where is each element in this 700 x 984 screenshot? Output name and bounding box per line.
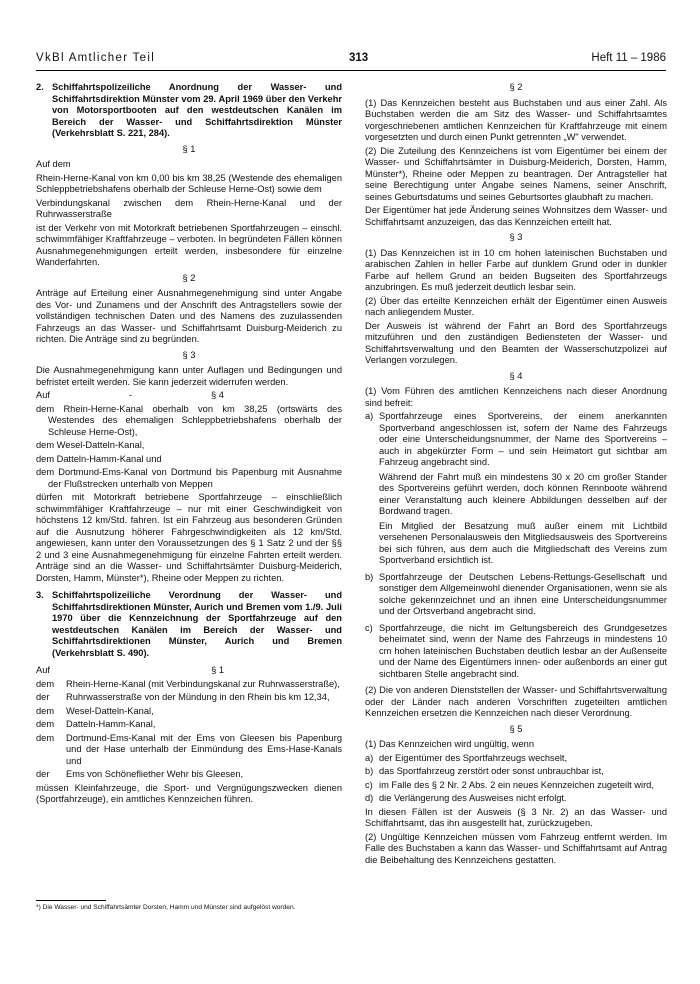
list-text: die Verlängerung des Ausweises nicht erfolgt.: [379, 793, 567, 803]
paragraph-heading: § 3: [509, 232, 523, 242]
list-text: im Falle des § 2 Nr. 2 Abs. 2 ein neues Kennzeichen zugeteilt wird,: [379, 779, 654, 790]
body-text: (2) Die Zuteilung des Kennzeichens ist vom Eigentümer bei einem der Wasser- und Schiffahrtsämter in Duisburg-Meiderich, Dorsten, Hamm, Münster*), Rheine oder Meppen zu beantragen. Der Antragsteller hat seine Berechtigung unter Angabe seines Namens, seiner Anschrift, seines Geburtsdatums und seines Geburtsortes glaubhaft zu machen.: [365, 145, 667, 202]
left-column: [36, 82, 342, 808]
body-text: (2) Über das erteilte Kennzeichen erhält der Eigentümer einen Ausweis nach anliegendem Muster.: [365, 295, 667, 317]
waterway: Ruhrwasserstraße von der Mündung in den Rhein bis km 12,34,: [66, 692, 330, 702]
body-text: Rhein-Herne-Kanal von km 0,00 bis km 38,25 (Westende des ehemaligen Schleppbetriebshafens oberhalb der Schleuse Herne-Ost) sowie dem: [36, 172, 342, 194]
paragraph-heading: § 3: [182, 349, 196, 360]
list-item: dem Rhein-Herne-Kanal oberhalb von km 38,25 (ortswärts des Westendes des ehemaligen Schleppbetriebshafens oberhalb der Schleuse Herne-Ost),: [36, 403, 342, 437]
body-text: Anträge auf Erteilung einer Ausnahmegenehmigung sind unter Angabe des Vor- und Zunamens und der Anschrift des Antragstellers sowie der vollständigen technischen Daten und des Namens des zuzulassenden Fahrzeugs an das Wasser- und Schiffahrtsamt Duisburg-Meiderich zu richten. Die Anträge sind zu begründen.: [36, 288, 342, 344]
auf-word: Auf: [36, 665, 50, 675]
list-key: a): [365, 411, 374, 421]
paragraph-heading: § 4: [509, 370, 523, 381]
body-text: Der Ausweis ist während der Fahrt an Bord des Sportfahrzeugs mitzuführen und den zuständigen Bediensteten der Wasser- und Schiffahrtsverwaltung und den Beamten der Wasserschutzpolizei auf Verlangen vorzulegen.: [365, 320, 667, 365]
list-key: a): [365, 752, 374, 763]
page-number: 313: [349, 52, 369, 64]
auf-word: Auf: [36, 390, 50, 400]
list-text: Sportfahrzeuge der Deutschen Lebens-Rettungs-Gesellschaft und sonstiger dem Allgemeinwohl dienender Organisationen, wenn sie als solche gekennzeichnet und an ihnen eine Unterscheidungsnummer und der Ortsverband angebracht sind.: [379, 571, 667, 616]
list-key: b): [365, 766, 374, 776]
running-header: [36, 52, 666, 68]
body-text: Der Eigentümer hat jede Änderung seines Wohnsitzes dem Wasser- und Schiffahrtsamt anzuzeigen, das das Kennzeichen erteilt hat.: [365, 205, 667, 227]
body-text: (1) Das Kennzeichen wird ungültig, wenn: [365, 739, 534, 749]
list-text: Sportfahrzeuge eines Sportvereins, der einem anerkannten Sportverband angeschlossen ist, sofern der Name des Fahrzeugs oder eine Unterscheidungsnummer, der Name des Sportvereins – auch in abgekürzter Form – und sein Heimatort gut sichtbar am Fahrzeug angebracht sind.: [379, 411, 667, 467]
section-heading: Schiffahrtspolizeiliche Verordnung der Wasser- und Schiffahrtsdirektionen Münster, Aurich und Bremen vom 1./9. Juli 1970 über die Kennzeichnung der Sportfahrzeuge auf den westdeutschen Kanälen im Bereich der Wasser- und Schiffahrtsdirektionen Münster, Aurich und Bremen (Verkehrsblatt S. 490).: [52, 590, 342, 658]
section-2-title: [36, 82, 342, 140]
list-item: [365, 411, 667, 570]
stray-dash: -: [128, 390, 133, 400]
body-text: In diesen Fällen ist der Ausweis (§ 3 Nr. 2) an das Wasser- und Schiffahrtsamt, das ihn ausgestellt hat, zurückzugeben.: [365, 806, 667, 828]
auf-line: [36, 665, 342, 677]
list-item: [365, 572, 667, 621]
body-text: ist der Verkehr von mit Motorkraft betriebenen Sportfahrzeugen – einschl. schwimmfähiger Kraftfahrzeuge – verboten. In begründeten Fällen können Ausnahmegenehmigungen erteilt werden, insbesondere für einzelne Wanderfahrten.: [36, 222, 342, 267]
waterway: Ems von Schönefliether Wehr bis Gleesen,: [66, 769, 244, 779]
waterway: Datteln-Hamm-Kanal,: [66, 719, 156, 729]
section-3-title: [36, 590, 342, 659]
article: der: [36, 769, 50, 779]
list-item: [36, 733, 342, 768]
auf-line: [36, 390, 342, 402]
paragraph-heading: § 1: [211, 665, 224, 675]
list-item: dem Datteln-Hamm-Kanal und: [36, 453, 162, 464]
list-key: c): [365, 622, 373, 633]
issue-label: Heft 11 – 1986: [591, 52, 666, 64]
list-key: d): [365, 793, 374, 803]
waterway: Rhein-Herne-Kanal (mit Verbindungskanal zur Ruhrwasserstraße),: [66, 678, 340, 689]
section-number: 2.: [36, 82, 44, 92]
right-column: [365, 82, 667, 868]
list-item: [365, 766, 667, 778]
list-item: [36, 679, 342, 691]
paragraph-heading: § 2: [182, 272, 196, 283]
paragraph-heading: § 5: [509, 723, 523, 734]
section-number: 3.: [36, 590, 44, 600]
list-item: [36, 692, 342, 704]
body-text: (2) Ungültige Kennzeichen müssen vom Fahrzeug entfernt werden. Im Falle des Buchstaben a kann das Wasser- und Schiffahrtsamt auf Antrag die Beibehaltung des Kennzeichens gestatten.: [365, 831, 667, 865]
list-item: [36, 769, 342, 781]
section-heading: Schiffahrtspolizeiliche Anordnung der Wasser- und Schiffahrtsdirektion Münster vom 29. April 1969 über den Verkehr von Motorsportbooten auf den westdeutschen Kanälen im Bereich der Wasser- und Schiffahrtsdirektion Münster (Verkehrsblatt S. 221, 284).: [52, 82, 342, 138]
list-item: [365, 623, 667, 684]
list-text: Sportfahrzeuge, die nicht im Geltungsbereich des Grundgesetzes beheimatet sind, wenn der Name des Fahrzeugs in mindestens 10 cm hohen lateinischen Buchstaben deutlich lesbar an der Außenseite und der Name des Eigentümers innen- oder außenbords an einer gut sichtbaren Stelle angebracht sind.: [379, 622, 667, 679]
paragraph-heading: § 2: [509, 82, 523, 92]
list-item: dem Dortmund-Ems-Kanal von Dortmund bis Papenburg mit Ausnahme der Flußstrecken unterhalb von Meppen: [36, 467, 342, 489]
list-text: Während der Fahrt muß ein mindestens 30 x 20 cm großer Stander des Sportvereins geführt werden, doch können Rennboote während einer Veranstaltung auch kleinere Abbildungen desselben auf der Bordwand tragen.: [379, 471, 667, 516]
paragraph-heading: § 1: [182, 143, 196, 154]
waterway: Dortmund-Ems-Kanal mit der Ems von Gleesen bis Papenburg und der Hase unterhalb der Einmündung des Ems-Hase-Kanals und: [66, 732, 342, 766]
body-text: dürfen mit Motorkraft betriebene Sportfahrzeuge – einschließlich schwimmfähiger Kraftfahrzeuge – nur mit einer Geschwindigkeit von höchstens 12 km/Std. fahren. Ist ein Fahrzeug aus besonderen Gründen auf die Ausnutzung höherer Fahrgeschwindigkeiten als 12 km/Std. angewiesen, kann unter den Voraussetzungen des § 1 Satz 2 und der §§ 2 und 3 eine Ausnahmegenehmigung für einzelne Fahrten erteilt werden. Anträge sind an die Wasser- und Schiffahrtsämter Duisburg-Meiderich, Dorsten, Hamm, Münster*), Rheine oder Meppen zu richten.: [36, 492, 342, 583]
body-text: Die Ausnahmegenehmigung kann unter Auflagen und Bedingungen und befristet erteilt werden. Sie kann jederzeit widerrufen werden.: [36, 365, 342, 387]
body-text: müssen Kleinfahrzeuge, die Sport- und Vergnügungszwecken dienen (Sportfahrzeuge), ein amtliches Kennzeichen führen.: [36, 782, 342, 804]
header-rule: [36, 70, 666, 71]
list-item: [36, 719, 342, 731]
article: dem: [36, 732, 55, 743]
body-text: (1) Vom Führen des amtlichen Kennzeichens nach dieser Anordnung sind befreit:: [365, 386, 667, 408]
article: dem: [36, 678, 55, 689]
paragraph-heading: § 4: [211, 390, 224, 400]
journal-title: VkBl Amtlicher Teil: [36, 52, 156, 64]
list-key: c): [365, 779, 373, 790]
footnote-rule: [36, 900, 106, 901]
list-item: [365, 780, 667, 792]
list-text: der Eigentümer des Sportfahrzeugs wechselt,: [379, 752, 568, 763]
list-text: das Sportfahrzeug zerstört oder sonst unbrauchbar ist,: [379, 766, 604, 776]
article: dem: [36, 705, 55, 716]
body-text: (2) Die von anderen Dienststellen der Wasser- und Schiffahrtsverwaltung oder der Länder nach anderen Vorschriften zugeteilten amtlichen Kennzeichen ersetzen die Kennzeichen nach dieser Verordnung.: [365, 685, 667, 718]
list-item: dem Wesel-Datteln-Kanal,: [36, 440, 145, 450]
list-item: [365, 793, 667, 805]
list-item: [365, 753, 667, 765]
body-text: (1) Das Kennzeichen besteht aus Buchstaben und aus einer Zahl. Als Buchstaben werden die am Sitz des Wasser- und Schiffahrtsamtes vorgeschriebenen amtlichen Kennzeichen für Kraftfahrzeuge mit einem vorgesetzten und durch einen Punkt getrennten „W" verwendet.: [365, 97, 667, 142]
list-text: Ein Mitglied der Besatzung muß außer einem mit Lichtbild versehenen Personalausweis den Mitgliedsausweis des Sportvereins bei sich führen, aus dem auch die Mitgliedschaft des Vereins zum Sportverband ersichtlich ist.: [379, 520, 667, 565]
waterway: Wesel-Datteln-Kanal,: [66, 705, 154, 716]
list-key: b): [365, 571, 374, 582]
article: dem: [36, 719, 55, 729]
footnote: *) Die Wasser- und Schiffahrtsämter Dorsten, Hamm und Münster sind aufgelöst worden.: [36, 904, 296, 911]
body-text: Verbindungskanal zwischen dem Rhein-Herne-Kanal und der Ruhrwasserstraße: [36, 197, 342, 219]
list-item: [36, 706, 342, 718]
body-text: (1) Das Kennzeichen ist in 10 cm hohen lateinischen Buchstaben und arabischen Zahlen in heller Farbe auf dunklem Grund oder in dunkler Farbe auf hellem Grund an beiden Bugseiten des Sportfahrzeugs anzubringen. Es muß jederzeit deutlich lesbar sein.: [365, 247, 667, 292]
article: der: [36, 692, 50, 702]
body-text: Auf dem: [36, 159, 71, 169]
